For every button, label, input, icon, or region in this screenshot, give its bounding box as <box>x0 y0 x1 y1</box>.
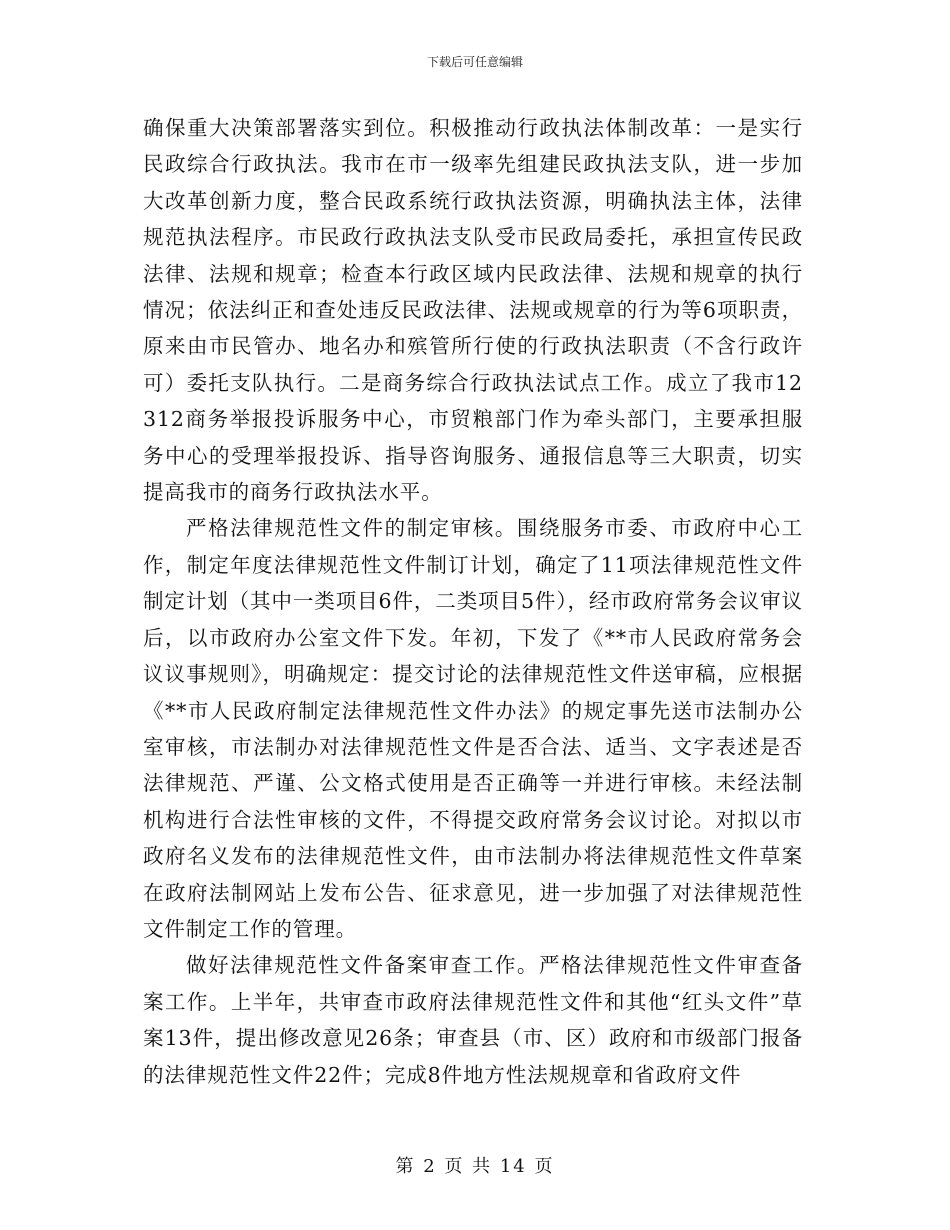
paragraph-3: 做好法律规范性文件备案审查工作。严格法律规范性文件审查备案工作。上半年，共审查市政府法律规范性文件和其他“红头文件”草案13件，提出修改意见26条；审查县（市、区）政府和市级部门报备的法律规范性文件22件；完成8件地方性法规规章和省政府文件 <box>143 953 803 1087</box>
paragraph-1: 确保重大决策部署落实到位。积极推动行政执法体制改革：一是实行民政综合行政执法。我市在市一级率先组建民政执法支队，进一步加大改革创新力度，整合民政系统行政执法资源，明确执法主体，法律规范执法程序。市民政行政执法支队受市民政局委托，承担宣传民政法律、法规和规章；检查本行政区域内民政法律、法规和规章的执行情况；依法纠正和查处违反民政法律、法规或规章的行为等6项职责，原来由市民管办、地名办和殡管所行使的行政执法职责（不含行政许可）委托支队执行。二是商务综合行政执法试点工作。成立了我市12312商务举报投诉服务中心，市贸粮部门作为牵头部门，主要承担服务中心的受理举报投诉、指导咨询服务、通报信息等三大职责，切实提高我市的商务行政执法水平。 <box>143 116 803 505</box>
page-footer: 第 2 页 共 14 页 <box>395 1156 555 1177</box>
page-header: 下载后可任意编辑 <box>426 55 523 69</box>
document-body <box>143 110 803 1093</box>
paragraph-2: 严格法律规范性文件的制定审核。围绕服务市委、市政府中心工作，制定年度法律规范性文件制订计划，确定了11项法律规范性文件制定计划（其中一类项目6件，二类项目5件），经市政府常务会议审议后，以市政府办公室文件下发。年初，下发了《**市人民政府常务会议议事规则》，明确规定：提交讨论的法律规范性文件送审稿，应根据《**市人民政府制定法律规范性文件办法》的规定事先送市法制办公室审核，市法制办对法律规范性文件是否合法、适当、文字表述是否法律规范、严谨、公文格式使用是否正确等一并进行审核。未经法制机构进行合法性审核的文件，不得提交政府常务会议讨论。对拟以市政府名义发布的法律规范性文件，由市法制办将法律规范性文件草案在政府法制网站上发布公告、征求意见，进一步加强了对法律规范性文件制定工作的管理。 <box>143 516 803 941</box>
